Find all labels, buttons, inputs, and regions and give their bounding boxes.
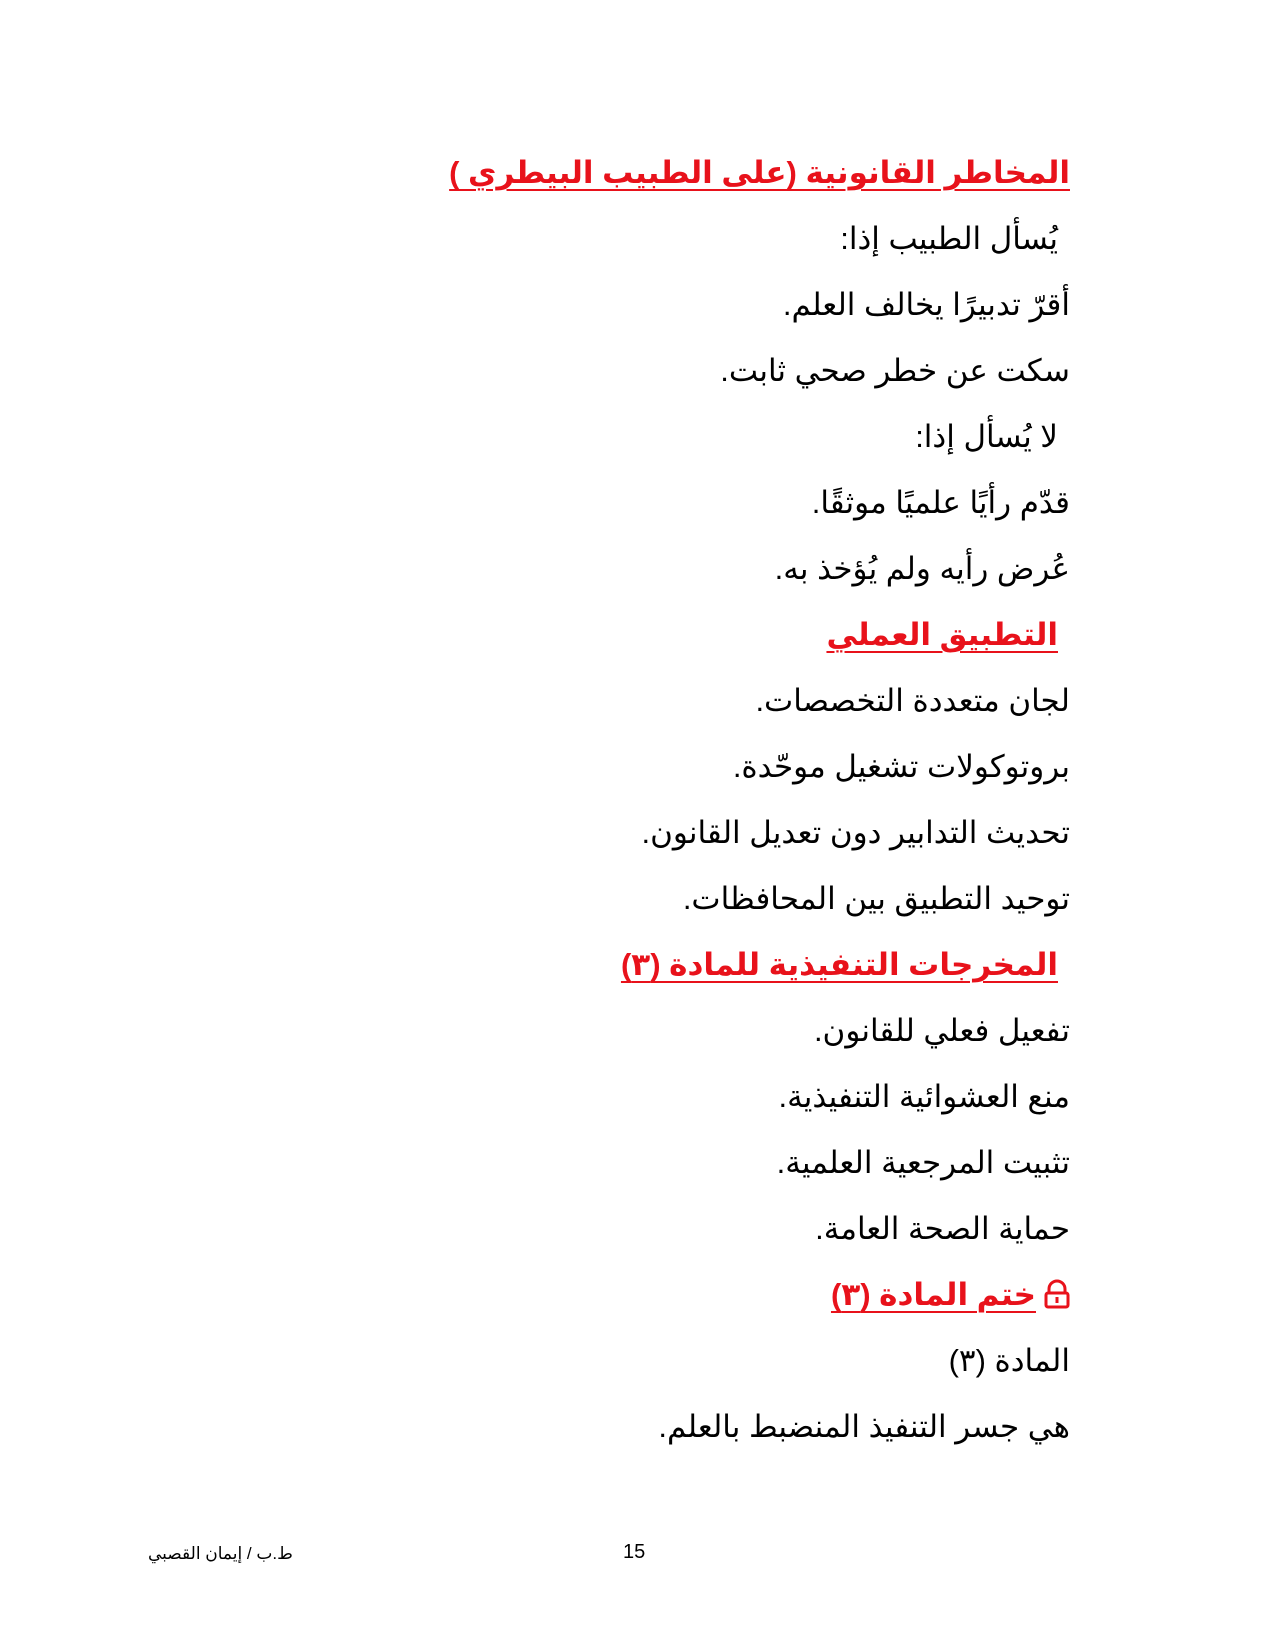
liable-label: يُسأل الطبيب إذا: bbox=[840, 221, 1058, 256]
section-title-executive-outputs: المخرجات التنفيذية للمادة (٣) bbox=[620, 947, 1058, 982]
list-item: أقرّ تدبيرًا يخالف العلم. bbox=[782, 287, 1070, 322]
not-liable-label: لا يُسأل إذا: bbox=[915, 419, 1058, 454]
list-item: تفعيل فعلي للقانون. bbox=[813, 1013, 1070, 1048]
section-title-article-seal bbox=[270, 1262, 1070, 1328]
list-item: بروتوكولات تشغيل موحّدة. bbox=[732, 749, 1070, 784]
list-item: سكت عن خطر صحي ثابت. bbox=[720, 353, 1070, 388]
list-item: عُرض رأيه ولم يُؤخذ به. bbox=[774, 551, 1070, 586]
section-title-practical-application: التطبيق العملي bbox=[826, 617, 1058, 652]
list-item: تحديث التدابير دون تعديل القانون. bbox=[641, 815, 1070, 850]
list-item: تثبيت المرجعية العلمية. bbox=[776, 1145, 1070, 1180]
list-item: قدّم رأيًا علميًا موثقًا. bbox=[811, 485, 1070, 520]
section-title-legal-risks: المخاطر القانونية (على الطبيب البيطري ) bbox=[449, 155, 1070, 190]
list-item: منع العشوائية التنفيذية. bbox=[778, 1079, 1070, 1114]
list-item: لجان متعددة التخصصات. bbox=[755, 683, 1070, 718]
document-body bbox=[270, 140, 1070, 1460]
lock-icon bbox=[1044, 1266, 1070, 1296]
page-number: 15 bbox=[623, 1541, 646, 1563]
article-seal-title: ختم المادة (٣) bbox=[830, 1277, 1036, 1312]
list-item: توحيد التطبيق بين المحافظات. bbox=[682, 881, 1070, 916]
article-summary: هي جسر التنفيذ المنضبط بالعلم. bbox=[658, 1409, 1070, 1444]
footer-author: ط.ب / إيمان القصبي bbox=[148, 1544, 293, 1563]
list-item: حماية الصحة العامة. bbox=[815, 1211, 1070, 1246]
article-label: المادة (٣) bbox=[948, 1343, 1070, 1378]
